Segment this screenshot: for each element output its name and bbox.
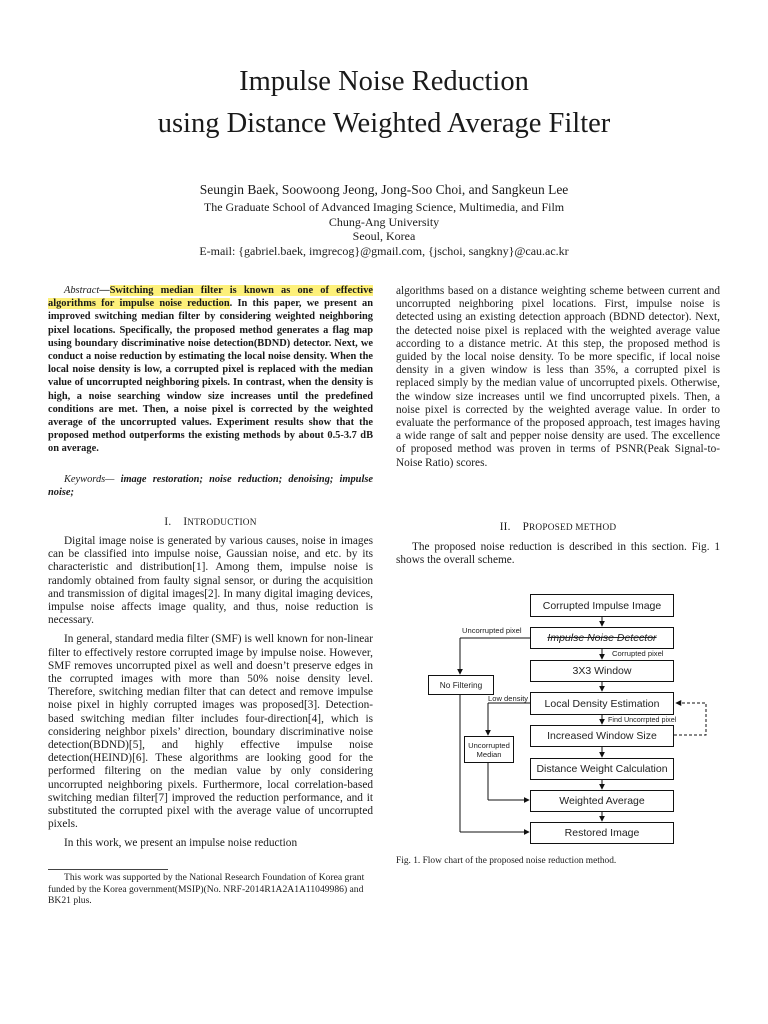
section-numeral: II. <box>499 521 511 533</box>
flowchart-node-local-density: Local Density Estimation <box>530 692 674 715</box>
highlighted-text: Switching median filter is known as one of effective algorithms for impulse noise reduction <box>48 285 373 310</box>
section-heading-introduction <box>48 516 373 528</box>
flowchart-node-weighted-average: Weighted Average <box>530 790 674 812</box>
section-heading-proposed-method <box>396 521 720 533</box>
paragraph: Digital image noise is generated by various causes, noise in images can be classified into impulse noise, Gaussian noise, and etc. by its characteristic and distribution[1]. Among them, impulse noise is randomly obtained from faulty signal sensor, or during the acquisition and transmission of digital images[2]. In many digital imaging devices, impulse noise affects image quality, and thus, noise reduction is necessary. <box>48 535 373 627</box>
abstract-body: . In this paper, we present an improved switching median filter by considering weighted neighboring pixel locations. Specifically, the proposed method generates a flag map using boundary discriminative noise detection(BDND) detector. Next, we conduct a noise reduction by estimating the local noise density. When the local noise density is low, a corrupted pixel is replaced with the median value of uncorrupted neighboring pixels. In contrast, when the density is high, a noise searching window size increases until the predefined conditions are met. Then, a noise pixel is corrected by the weighted average of the uncorrupted values. Experiment results show that the proposed method outperforms the existing methods by about 0.5-3.7 dB on average. <box>48 298 373 455</box>
right-column-body <box>396 285 720 470</box>
keywords <box>48 473 373 499</box>
figure-caption: Fig. 1. Flow chart of the proposed noise reduction method. <box>396 856 617 866</box>
keywords-text: image restoration; noise reduction; denoising; impulse noise; <box>48 474 373 499</box>
node-label: Median <box>476 749 502 759</box>
flowchart-node-increase-window: Increased Window Size <box>530 725 674 747</box>
abstract <box>48 284 373 456</box>
flowchart-node-restored: Restored Image <box>530 822 674 844</box>
flowchart-node-distance-weight: Distance Weight Calculation <box>530 758 674 780</box>
paragraph: The proposed noise reduction is described in this section. Fig. 1 shows the overall scheme. <box>396 541 720 567</box>
flowchart-node-uncorrupted-median <box>464 736 514 763</box>
section-numeral: I. <box>164 516 172 528</box>
paper-title-line-2: using Distance Weighted Average Filter <box>157 108 611 139</box>
section-heading-rest: ROPOSED METHOD <box>529 523 617 533</box>
footnote-rule <box>48 869 168 870</box>
affiliation-block <box>0 200 768 259</box>
flowchart-node-no-filtering: No Filtering <box>428 675 494 695</box>
edge-label-corrupted: Corrupted pixel <box>612 649 664 658</box>
node-label: Uncorrupted <box>468 740 510 750</box>
introduction-body <box>48 535 373 851</box>
paragraph: In general, standard media filter (SMF) is well known for non-linear filter to effectively restore corrupted image by impulse noise. However, SMF removes uncorrupted pixel as well and doesn’t preserve edges in the corrupted images with more than 50% noise density level. Therefore, switching median filter that can detect and remove impulse noise pixel in highly corrupted images was proposed[3]. Detection-based switching median filter includes four-direction[4], which is considering neighbor pixels’ direction, boundary discriminative noise detection(BDND)[5], and highly effective impulse noise detection(HEIND)[6]. These algorithms are looking good for the performed filtering on the median value by only considering uncorrupted neighboring pixels. Furthermore, local correlation-based switching median filter[7] improved the reduction performance, and it substituted the corrupted pixel with the average value of uncorrupted pixels. <box>48 633 374 831</box>
edge-label-uncorrupted: Uncorrupted pixel <box>462 626 522 635</box>
flowchart-figure <box>424 588 720 848</box>
abstract-dash: — <box>99 285 110 296</box>
keywords-lead: Keywords— <box>64 474 115 485</box>
section-heading-initial: I <box>183 516 188 528</box>
proposed-method-body <box>396 541 720 567</box>
paper-title-line-1: Impulse Noise Reduction <box>239 66 529 97</box>
edge-label-find-uncorrupted: Find Uncorrpted pixel <box>608 715 677 724</box>
email-line: E-mail: {gabriel.baek, imgrecog}@gmail.com, {jschoi, sangkny}@cau.ac.kr <box>199 244 569 259</box>
affiliation-line: The Graduate School of Advanced Imaging Science, Multimedia, and Film <box>203 200 565 214</box>
footnote-text: This work was supported by the National Research Foundation of Korea grant funded by the Korea government(MSIP)(No. NRF-2014R1A2A1A11049986) and BK21 plus. <box>48 872 365 907</box>
paragraph: algorithms based on a distance weighting scheme between current and uncorrupted neighboring pixel locations. First, impulse noise is detected using an existing detection approach (BDND detector). Next, the detected noise pixel is replaced with the weighted average value according to a distance metric. At this step, the proposed method is guided by the local noise density. To be more specific, if local noise density in a given window is less than 35%, a corrupted pixel is replaced simply by the median value of uncorrupted pixels. Otherwise, the window size increases until we find uncorrupted pixels. Then, a noise pixel is corrected by the weighted average value. In order to evaluate the performance of the proposed approach, test images having a wide range of salt and pepper noise density are used. The excellence of proposed method was proven in terms of PSNR(Peak Signal-to-Noise Ratio) scores. <box>396 285 720 469</box>
abstract-lead: Abstract <box>64 285 100 296</box>
section-heading-rest: NTRODUCTION <box>187 518 257 528</box>
section-heading-initial: P <box>522 521 530 533</box>
flowchart-node-input: Corrupted Impulse Image <box>530 594 674 617</box>
edge-label-low-density: Low density <box>488 694 529 703</box>
paragraph: In this work, we present an impulse noise reduction <box>64 837 298 850</box>
flowchart-node-detector: Impulse Noise Detector <box>530 627 674 649</box>
footnote <box>48 872 370 907</box>
affiliation-line: Chung-Ang University <box>328 214 440 229</box>
flowchart-node-window: 3X3 Window <box>530 660 674 682</box>
affiliation-line: Seoul, Korea <box>352 229 416 244</box>
author-list: Seungin Baek, Soowoong Jeong, Jong-Soo Choi, and Sangkeun Lee <box>199 182 569 197</box>
